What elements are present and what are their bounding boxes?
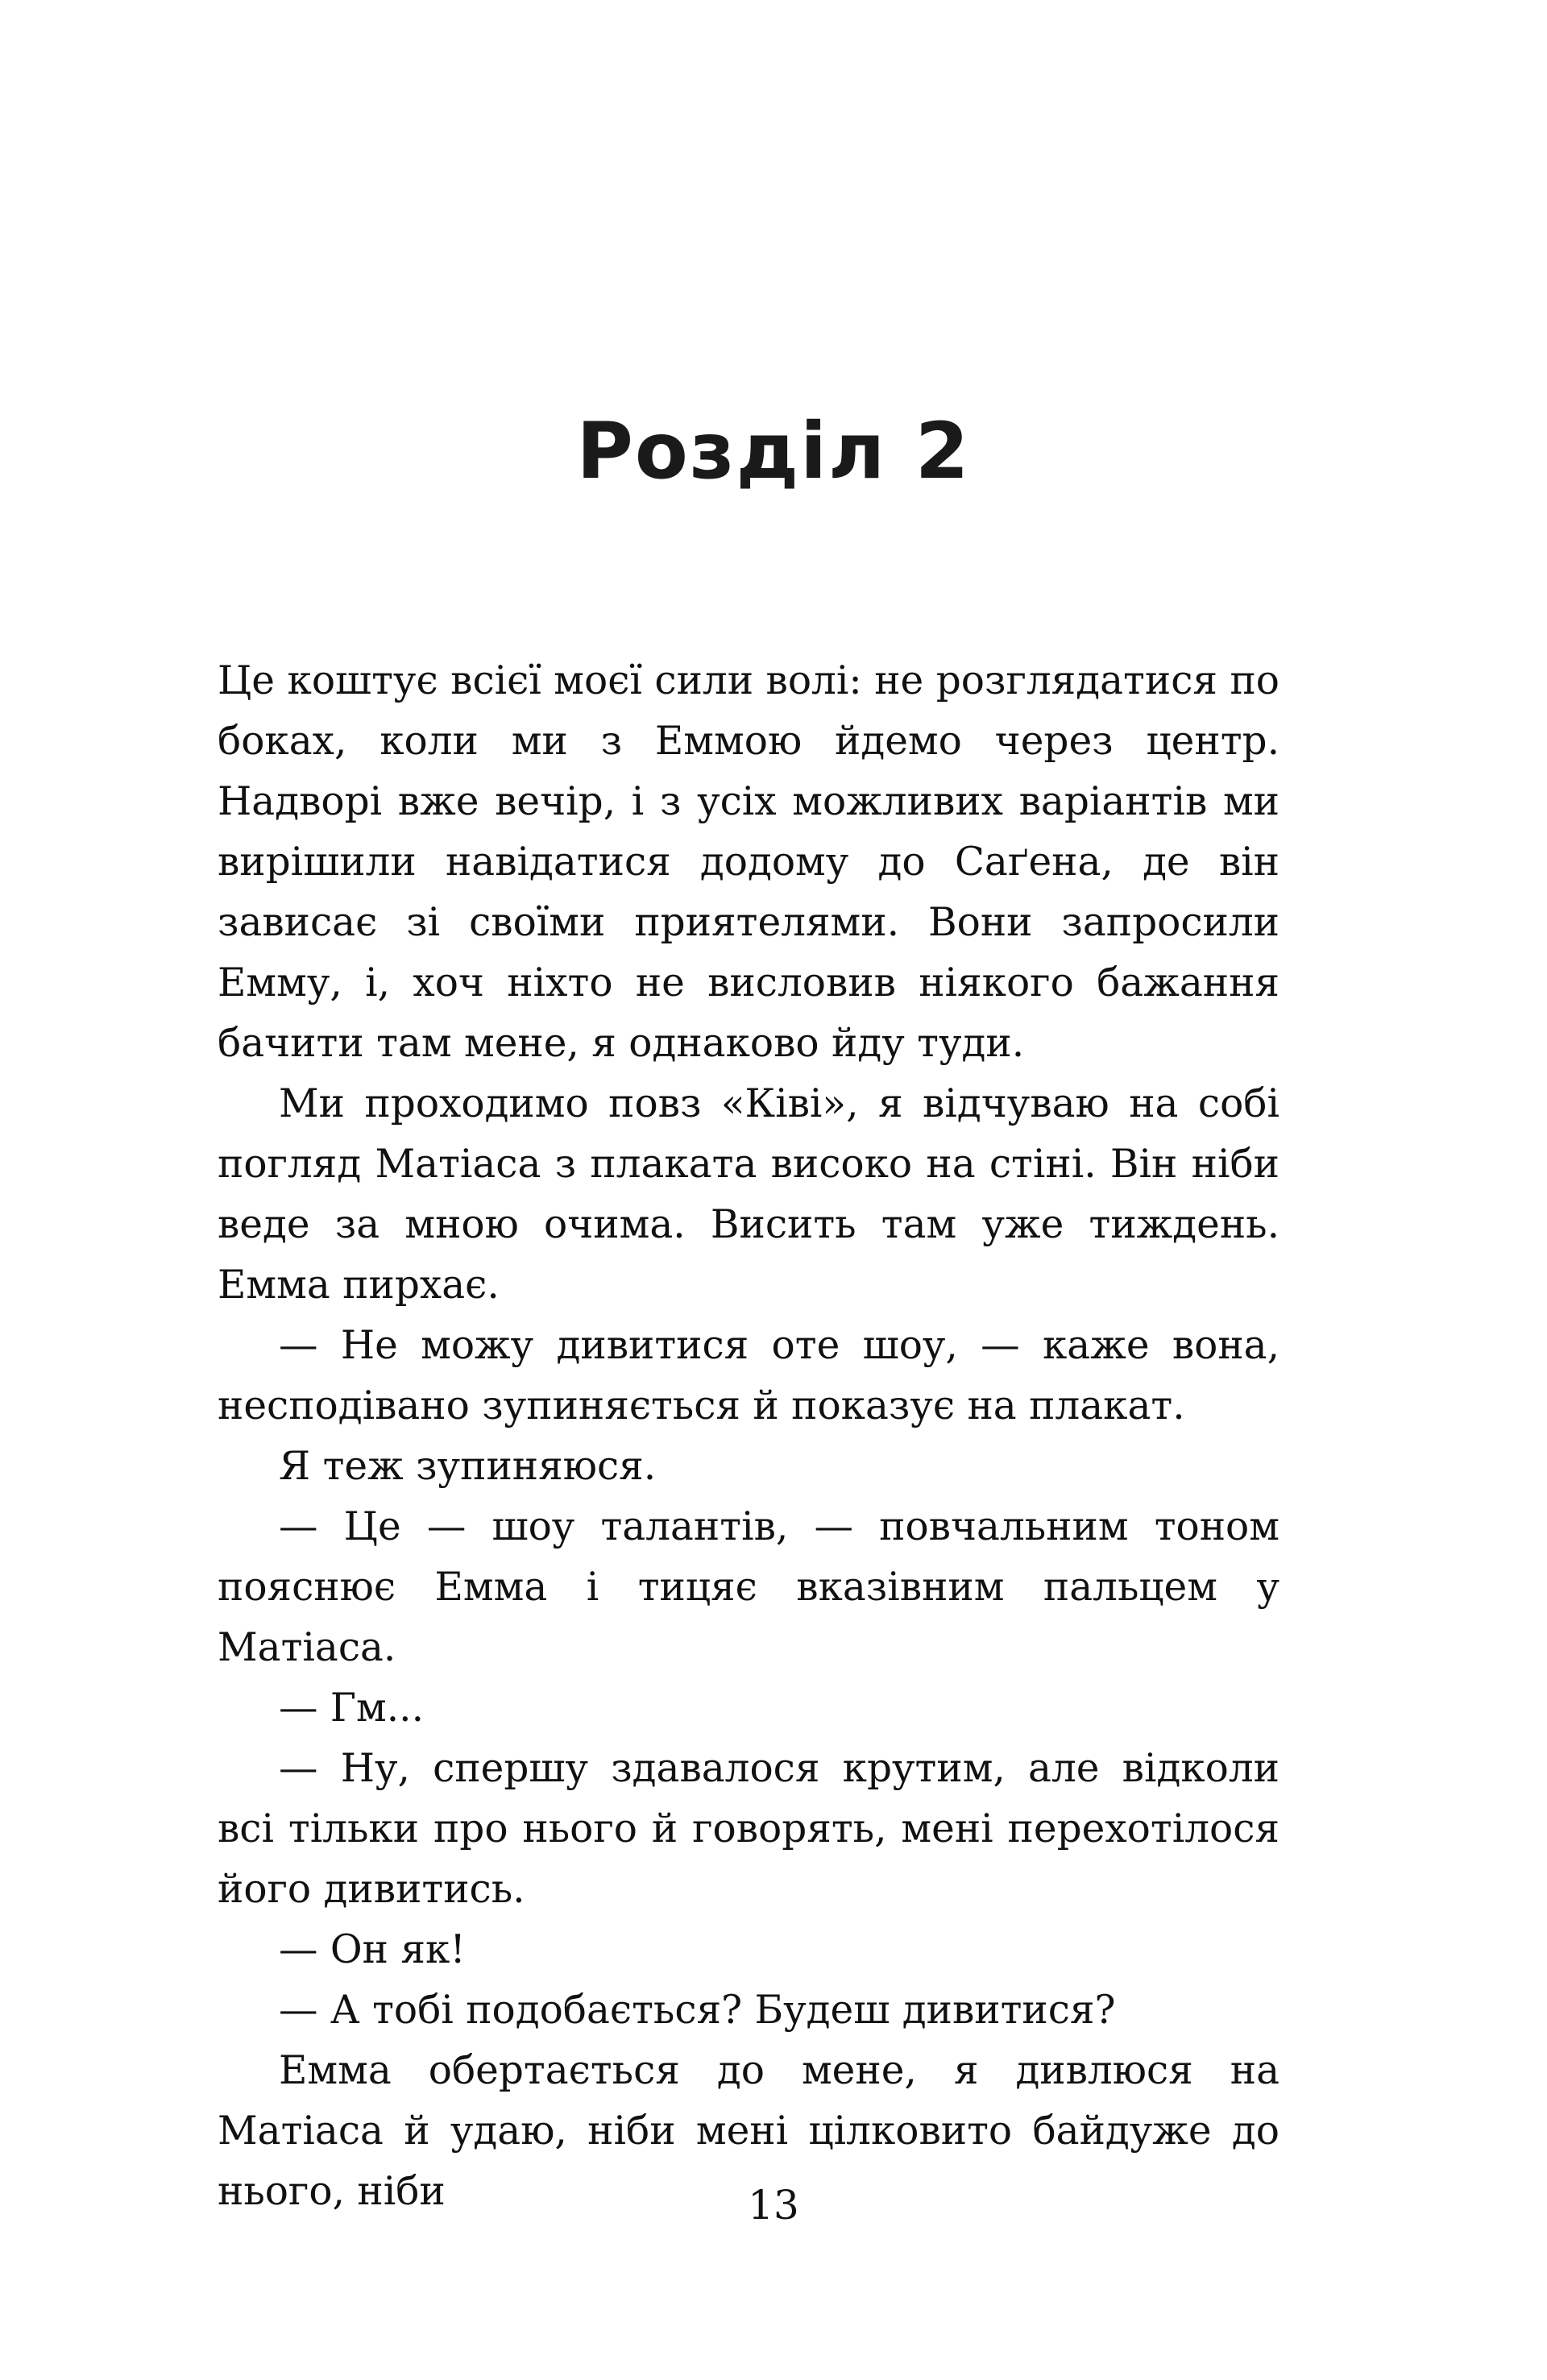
body-text bbox=[218, 651, 1279, 2222]
chapter-title: Розділ 2 bbox=[576, 406, 971, 497]
paragraph: Я теж зупиняюся. bbox=[279, 1444, 657, 1489]
dialogue-line: — А тобі подобається? Будеш дивитися? bbox=[279, 1988, 1116, 2033]
paragraph: Емма обертається до мене, я дивлюся на Матіаса й удаю, ніби мені цілковито байдуже до нього, ніби bbox=[218, 2048, 1279, 2214]
dialogue-line: — Он як! bbox=[279, 1927, 466, 1972]
paragraph: Це коштує всієї моєї сили волі: не розглядатися по боках, коли ми з Еммою йдемо через центр. Надворі вже вечір, і з усіх можливих варіантів ми вирішили навідатися додому до Саґена, де він зависає зі своїми приятелями. Вони запросили Емму, і, хоч ніхто не висловив ніякого бажання бачити там мене, я однаково йду туди. bbox=[218, 658, 1279, 1066]
dialogue-line: — Не можу дивитися оте шоу, — каже вона, несподівано зупиняється й показує на плакат. bbox=[218, 1323, 1279, 1428]
page-number: 13 bbox=[748, 2182, 799, 2229]
paragraph: Ми проходимо повз «Ківі», я відчуваю на собі погляд Матіаса з плаката високо на стіні. Він ніби веде за мною очима. Висить там уже тиждень. Емма пирхає. bbox=[218, 1081, 1279, 1308]
dialogue-line: — Ну, спершу здавалося крутим, але відколи всі тільки про нього й говорять, мені перехотілося його дивитись. bbox=[218, 1746, 1279, 1912]
dialogue-line: — Це — шоу талантів, — повчальним тоном пояснює Емма і тицяє вказівним пальцем у Матіаса. bbox=[218, 1504, 1279, 1670]
dialogue-line: — Гм... bbox=[279, 1685, 425, 1731]
